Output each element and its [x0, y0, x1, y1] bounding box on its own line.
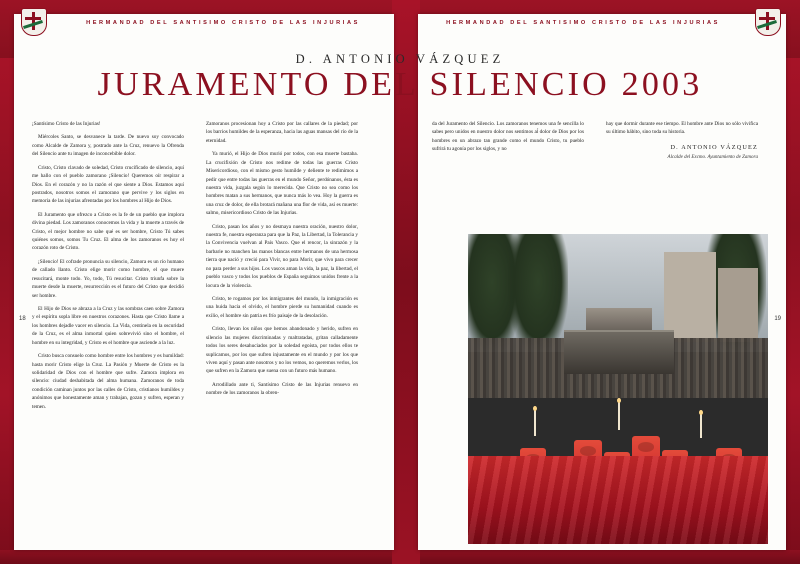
candle-icon — [618, 402, 620, 430]
paragraph: ¡Silencio! El cofrade pronuncia su silencio, Zamora es un río humano de callado llanto. Cristo elige morir como hombre, el que muere resucitará, monte todo. Yo, todo, Tú resucitar. Cristo triunfa sobre la muerte desde la muerte, resurrección es el futuro del Cristo que decidió ser hombre. — [32, 258, 184, 299]
header-banner-text-right: HERMANDAD DEL SANTISIMO CRISTO DE LAS INJURIAS — [446, 20, 720, 26]
paragraph: El Juramento que ofrezco a Cristo es la fe de un pueblo que implora divina piedad. Los zamoranos conocemos la vida y la muerte a través de Cristo, el mejor hombre no sabe qué es ser hombre, Cristo Tú sabes quiénes somos, somos Tu Cruz. El alma de los zamoranos es hoy el corazón roto de Cristo. — [32, 211, 184, 252]
left-page-header — [14, 0, 394, 46]
paragraph: Cristo busca consuelo como hombre entre los hombres y es humildad: hasta morir Cristo elige la Cruz. La Pasión y Muerte de Cristo es la solidaridad de Dios con el hombre que sufre. Zamora implora en silencio: ciudad deshabitada del alma humana. Zamoranos de toda condición caminan juntos por las calles de Cristo, cristianos humildes y anónimos que honestamente aman y trabajan, gozan y sufren, esperan y temen. — [32, 353, 184, 410]
candle-icon — [534, 410, 536, 436]
cofradia-crest-icon — [752, 6, 782, 40]
text-column-1 — [32, 120, 184, 416]
photo-building — [664, 252, 716, 342]
paragraph: Arrodillado ante ti, Santísimo Cristo de las Injurias renuevo en nombre de los zamoranos la obren- — [206, 381, 358, 397]
photo-tree — [508, 234, 568, 354]
paragraph: Cristo, pasan los años y no desmaya nuestra oración, nuestro dolor, nuestra fe, nuestra esperanza para que la Paz, la Libertad, la Tolerancia y la Convivencia vuelvan al País Vasco. Que el rencor, la sinrazón y la barbarie no manchen las manos blancas entre hermanos de una hermosa tierra que nació y creció para Vivir, no para Morir, que vivo para crecer no para perder a sus hijos. Los vascos aman la vida, la paz, la libertad, el pueblo vasco y todos los pueblos de España seguimos unidos frente a la locura de la violencia. — [206, 223, 358, 289]
text-column-2 — [206, 120, 358, 403]
paragraph: Cristo, te rogamos por los inmigrantes del mundo, la inmigración es una huida hacia el olvido, el hombre pierde su humanidad cuando es exilio, el hombre sin patria es frío paisaje de la desolación. — [206, 296, 358, 319]
article-byline: D. ANTONIO VÁZQUEZ — [295, 52, 505, 66]
photo-foreground-robes — [468, 456, 768, 544]
article-title: JURAMENTO DEL SILENCIO 2003 — [97, 66, 703, 103]
folio-right: 19 — [774, 316, 781, 322]
photo-paso — [564, 330, 674, 374]
paragraph: Cristo, Cristo clavado de soledad, Cristo crucificado de silencio, aquí me hallo con el pueblo zamorano ¡Silencio! Queremos oír respirar a Dios. En el corazón y no la razón el que siente a Dios. Estamos aquí postrados, nosotros somos el zamorano que pervive y los siglos en memoria de las injurias afrentadas por los hombres al Hijo de Dios. — [32, 164, 184, 205]
right-page-header — [418, 0, 786, 46]
paragraph: ¡Santísimo Cristo de las Injurias! — [32, 121, 101, 127]
paragraph: El Hijo de Dios se abraza a la Cruz y las sombras caen sobre Zamora y el espíritu sopla libre en nuestros corazones. Hasta que Cristo llame a los hombres dejadle vacer en silencio. La Vida, centinela en la oscuridad de la Cruz, es el alma inmortal quien sobrevivió sino el hombre, el hombre en su integridad, y Cristo es el hombre que asciende a la luz. — [32, 306, 184, 346]
cofradia-crest-icon — [18, 6, 48, 40]
candle-icon — [700, 414, 702, 438]
signature-role: Alcalde del Excmo. Ayuntamiento de Zamora — [667, 154, 758, 160]
header-banner-text-left: HERMANDAD DEL SANTISIMO CRISTO DE LAS INJURIAS — [86, 20, 360, 26]
procession-photograph — [468, 234, 768, 544]
paragraph: Zamoranos procesionan hoy a Cristo por las callares de la piedad; por los barrios humildes de la esperanza, hacia las aguas mansas del río de la eternidad. — [206, 121, 358, 144]
signature-name: D. ANTONIO VÁZQUEZ — [670, 143, 758, 151]
paragraph: da del Juramento del Silencio. Los zamoranos tenemos una fe sencilla lo sabes pero unidos en nuestro dolor nos sentimos aĺ dolor de Dios por los hombres en un abrazo tan grande como el mundo Cristo, tu pueblo sufrirá tu agonía por los siglos, y no — [432, 121, 584, 153]
paragraph: hay que dormir durante ese tiempo. El hombre ante Dios no sólo vivifica su último hábito, sino toda su historia. — [606, 121, 758, 136]
paragraph: Ya murió, el Hijo de Dios murió por todos, con esa muerte bastaba. La crucifixión de Cristo nos redime de todas las guerras Cristo Misericordioso, con el mismo gesto humilde y deliente te redimimos a pedir que entre todas las guerras en el mundo Señor, perdónanos, ésta es nuestra vida, juzgala según lo merecida. Que Cristo no sea como los hombres matan a sus hermanos, que nunca más lo vea. Hoy la guerra es una cruz de dolor, de ella brotará mañana una flor de vida, así es muerte: salmo, misericordioso Cristo de las Injurias. — [206, 151, 358, 217]
text-column-4 — [606, 120, 758, 162]
folio-left: 18 — [19, 316, 26, 322]
paragraph: Miércoles Santo, se desvanece la tarde. De nuevo soy convocado como Alcalde de Zamora y, postrado ante la Cruz, renuevo la Ofrenda del Silencio ante tu imagen de inconcebible dolor. — [32, 134, 184, 158]
paragraph: Cristo, llevan los niños que hemos abandonado y herido, sufren en silencio las mujeres discriminadas y maltratadas, gritan calladamente todos los seres desahuciados por la soledad egoísta, por todos ellos te suplicamos, por los que sufren injustamente en el mundo y por los que viven aquí y pasan ante nosotros y no los vemos, no queremos verlos, los que sufren en la Zamora que suena con un futuro más humano. — [206, 326, 359, 375]
photo-building — [718, 268, 758, 342]
text-column-3 — [432, 120, 584, 159]
signature-block — [606, 143, 758, 162]
